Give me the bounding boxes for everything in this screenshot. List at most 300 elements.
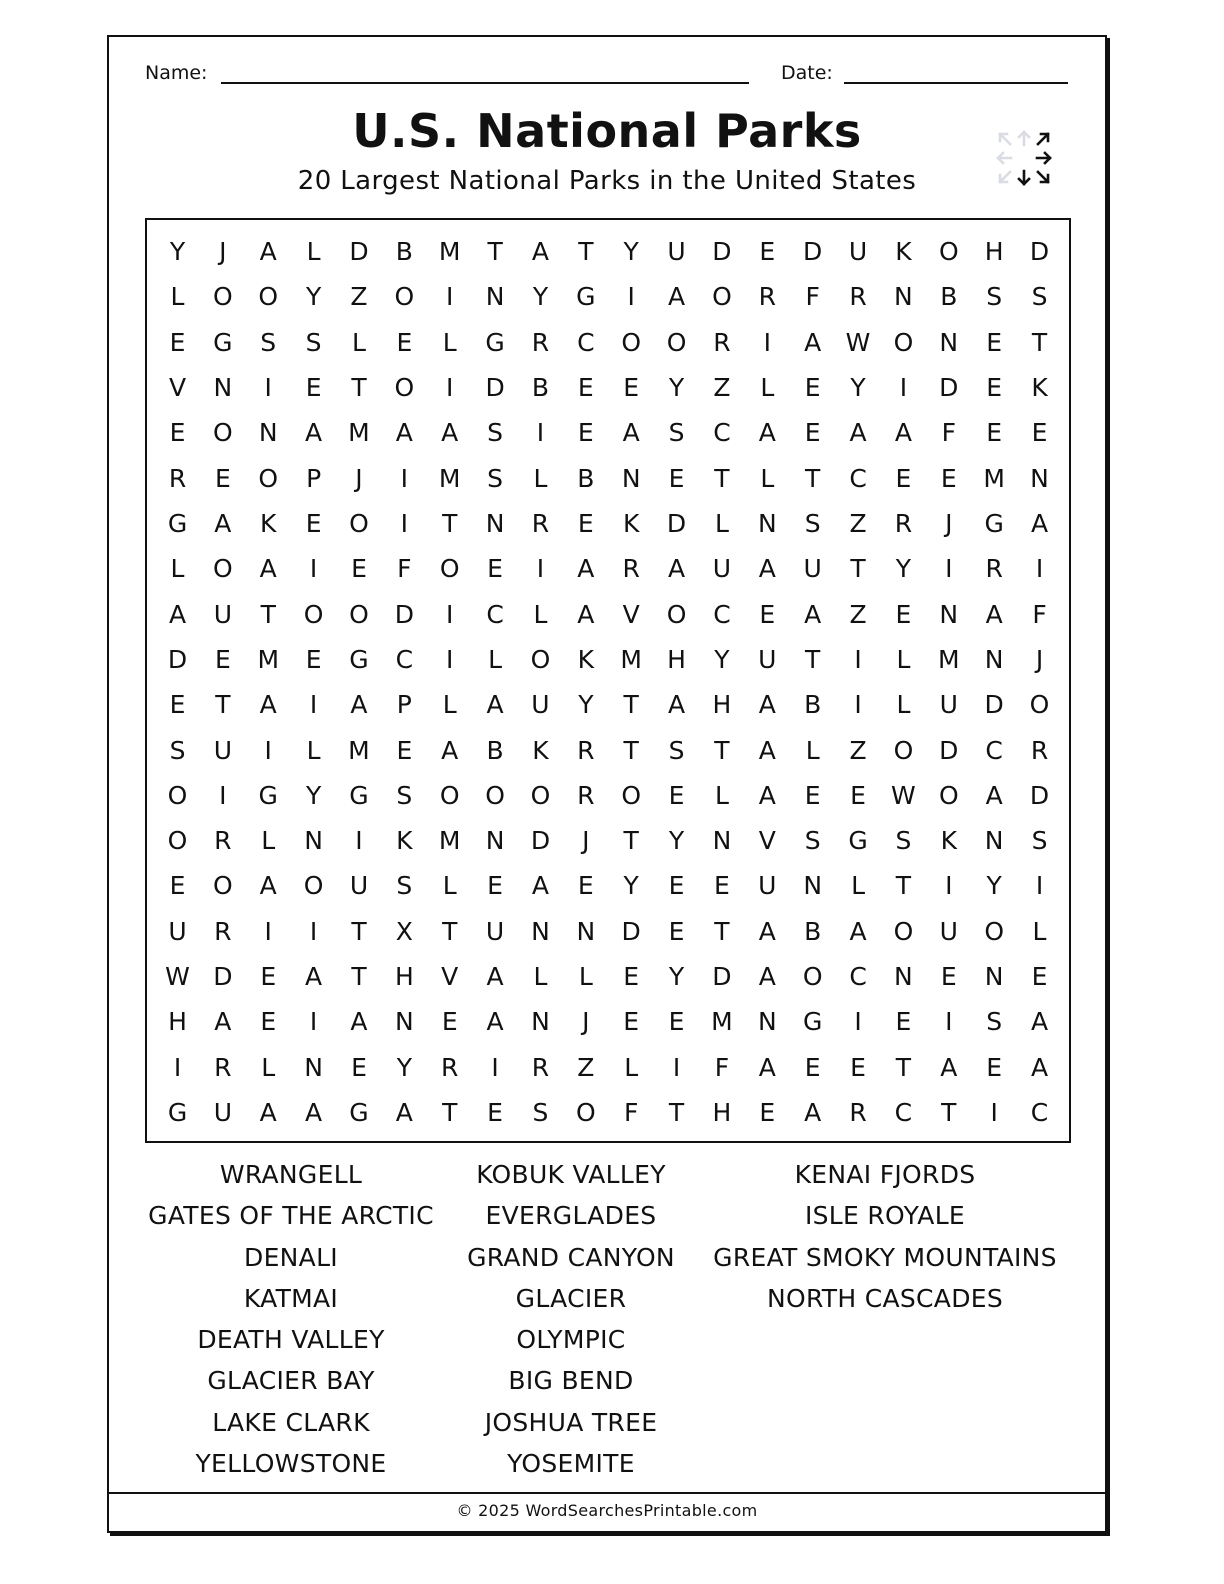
- grid-letter[interactable]: F: [623, 1098, 639, 1128]
- grid-letter[interactable]: N: [258, 418, 278, 448]
- grid-letter[interactable]: E: [169, 418, 186, 448]
- grid-letter[interactable]: T: [805, 463, 821, 493]
- grid-letter[interactable]: L: [488, 644, 503, 674]
- grid-letter[interactable]: M: [348, 735, 370, 765]
- grid-letter[interactable]: E: [487, 554, 503, 584]
- grid-letter[interactable]: O: [938, 237, 959, 266]
- grid-letter[interactable]: D: [394, 599, 414, 629]
- grid-letter[interactable]: P: [396, 690, 412, 720]
- grid-letter[interactable]: R: [531, 1052, 550, 1082]
- grid-letter[interactable]: S: [986, 282, 1003, 312]
- grid-letter[interactable]: K: [532, 735, 549, 765]
- grid-letter[interactable]: A: [395, 418, 413, 448]
- grid-letter[interactable]: N: [485, 282, 505, 312]
- grid-letter[interactable]: G: [349, 644, 369, 674]
- grid-letter[interactable]: W: [165, 962, 190, 992]
- grid-letter[interactable]: E: [850, 780, 866, 810]
- grid-letter[interactable]: O: [893, 916, 914, 946]
- grid-letter[interactable]: U: [667, 237, 686, 266]
- grid-letter[interactable]: I: [854, 644, 862, 674]
- grid-letter[interactable]: R: [849, 1098, 867, 1128]
- grid-letter[interactable]: T: [351, 916, 367, 946]
- grid-letter[interactable]: O: [167, 826, 188, 856]
- grid-letter[interactable]: A: [259, 1098, 277, 1128]
- grid-letter[interactable]: A: [622, 418, 640, 448]
- grid-letter[interactable]: I: [173, 1052, 182, 1082]
- grid-letter[interactable]: N: [757, 1007, 777, 1037]
- grid-letter[interactable]: E: [305, 644, 322, 674]
- grid-letter[interactable]: I: [309, 554, 318, 584]
- grid-letter[interactable]: E: [668, 871, 685, 901]
- grid-letter[interactable]: N: [531, 1007, 550, 1037]
- grid-letter[interactable]: A: [804, 1098, 822, 1128]
- grid-letter[interactable]: L: [442, 327, 457, 357]
- grid-letter[interactable]: I: [309, 690, 318, 720]
- grid-letter[interactable]: O: [213, 871, 233, 901]
- grid-letter[interactable]: A: [305, 1098, 323, 1128]
- grid-letter[interactable]: K: [622, 508, 640, 538]
- grid-letter[interactable]: A: [849, 916, 867, 946]
- grid-letter[interactable]: E: [895, 1007, 912, 1037]
- grid-letter[interactable]: T: [895, 1052, 912, 1082]
- grid-letter[interactable]: Z: [350, 282, 368, 312]
- grid-letter[interactable]: C: [713, 599, 731, 629]
- grid-letter[interactable]: H: [712, 690, 732, 720]
- grid-letter[interactable]: I: [854, 690, 862, 720]
- grid-letter[interactable]: I: [309, 1007, 318, 1037]
- grid-letter[interactable]: O: [984, 916, 1004, 946]
- grid-letter[interactable]: R: [168, 463, 187, 493]
- grid-letter[interactable]: G: [349, 1098, 369, 1128]
- grid-letter[interactable]: A: [758, 780, 776, 810]
- grid-letter[interactable]: O: [485, 780, 505, 810]
- grid-letter[interactable]: U: [213, 1098, 233, 1128]
- grid-letter[interactable]: L: [714, 780, 729, 810]
- grid-letter[interactable]: R: [531, 327, 550, 357]
- grid-letter[interactable]: K: [895, 237, 912, 266]
- grid-letter[interactable]: L: [896, 690, 911, 720]
- grid-letter[interactable]: F: [1032, 599, 1047, 629]
- grid-letter[interactable]: O: [621, 780, 642, 810]
- grid-letter[interactable]: M: [438, 237, 461, 266]
- grid-letter[interactable]: M: [620, 644, 642, 674]
- grid-letter[interactable]: D: [803, 237, 823, 266]
- grid-letter[interactable]: N: [304, 1052, 323, 1082]
- grid-letter[interactable]: I: [264, 735, 272, 765]
- grid-letter[interactable]: N: [531, 916, 550, 946]
- grid-letter[interactable]: L: [306, 237, 321, 266]
- grid-letter[interactable]: A: [395, 1098, 413, 1128]
- grid-letter[interactable]: O: [394, 282, 415, 312]
- grid-letter[interactable]: E: [577, 372, 594, 402]
- grid-letter[interactable]: A: [758, 690, 776, 720]
- grid-letter[interactable]: J: [582, 826, 590, 856]
- grid-letter[interactable]: S: [396, 780, 413, 810]
- grid-letter[interactable]: O: [530, 644, 551, 674]
- grid-letter[interactable]: S: [895, 826, 912, 856]
- grid-letter[interactable]: B: [804, 916, 822, 946]
- grid-letter[interactable]: E: [1031, 962, 1048, 992]
- grid-letter[interactable]: U: [531, 690, 550, 720]
- grid-letter[interactable]: I: [854, 1007, 862, 1037]
- grid-letter[interactable]: Y: [895, 554, 912, 584]
- grid-letter[interactable]: E: [305, 508, 322, 538]
- grid-letter[interactable]: E: [623, 1007, 640, 1037]
- grid-letter[interactable]: I: [264, 916, 272, 946]
- grid-letter[interactable]: E: [396, 327, 413, 357]
- grid-letter[interactable]: A: [758, 1052, 776, 1082]
- grid-letter[interactable]: V: [441, 962, 459, 992]
- grid-letter[interactable]: E: [668, 1007, 685, 1037]
- grid-letter[interactable]: R: [622, 554, 640, 584]
- grid-letter[interactable]: A: [758, 735, 776, 765]
- grid-letter[interactable]: E: [804, 780, 821, 810]
- grid-letter[interactable]: A: [531, 871, 549, 901]
- grid-letter[interactable]: R: [985, 554, 1003, 584]
- grid-letter[interactable]: T: [351, 372, 367, 402]
- grid-letter[interactable]: A: [1030, 508, 1049, 538]
- name-field[interactable]: [221, 82, 749, 84]
- grid-letter[interactable]: A: [940, 1052, 958, 1082]
- grid-letter[interactable]: Y: [169, 237, 186, 266]
- grid-letter[interactable]: O: [938, 780, 959, 810]
- grid-letter[interactable]: E: [668, 463, 685, 493]
- grid-letter[interactable]: Y: [714, 644, 730, 674]
- grid-letter[interactable]: C: [1030, 1098, 1049, 1128]
- grid-letter[interactable]: T: [714, 463, 730, 493]
- grid-letter[interactable]: I: [945, 871, 953, 901]
- grid-letter[interactable]: N: [894, 962, 913, 992]
- grid-letter[interactable]: H: [168, 1007, 187, 1037]
- grid-letter[interactable]: D: [530, 826, 551, 856]
- grid-letter[interactable]: N: [984, 644, 1004, 674]
- grid-letter[interactable]: T: [487, 237, 503, 266]
- grid-letter[interactable]: O: [712, 282, 732, 312]
- grid-letter[interactable]: A: [486, 690, 504, 720]
- grid-letter[interactable]: S: [487, 463, 504, 493]
- grid-letter[interactable]: N: [984, 962, 1004, 992]
- grid-letter[interactable]: T: [442, 916, 458, 946]
- grid-letter[interactable]: A: [668, 282, 686, 312]
- grid-letter[interactable]: E: [305, 372, 322, 402]
- grid-letter[interactable]: S: [169, 735, 186, 765]
- grid-letter[interactable]: J: [1035, 644, 1044, 674]
- grid-letter[interactable]: S: [305, 327, 322, 357]
- grid-letter[interactable]: X: [395, 916, 413, 946]
- grid-letter[interactable]: I: [400, 508, 409, 538]
- grid-letter[interactable]: Z: [577, 1052, 595, 1082]
- grid-letter[interactable]: I: [446, 599, 454, 629]
- grid-letter[interactable]: A: [804, 599, 822, 629]
- grid-letter[interactable]: E: [1031, 418, 1048, 448]
- grid-letter[interactable]: E: [169, 871, 186, 901]
- grid-letter[interactable]: O: [666, 327, 687, 357]
- grid-letter[interactable]: T: [805, 644, 821, 674]
- grid-letter[interactable]: R: [758, 282, 776, 312]
- grid-letter[interactable]: L: [261, 826, 276, 856]
- grid-letter[interactable]: N: [803, 871, 823, 901]
- grid-letter[interactable]: D: [349, 237, 369, 266]
- grid-letter[interactable]: U: [213, 735, 233, 765]
- grid-letter[interactable]: U: [349, 871, 369, 901]
- grid-letter[interactable]: O: [213, 282, 233, 312]
- grid-letter[interactable]: Y: [986, 871, 1002, 901]
- grid-letter[interactable]: T: [714, 916, 730, 946]
- grid-letter[interactable]: A: [577, 554, 595, 584]
- grid-letter[interactable]: N: [939, 599, 959, 629]
- grid-letter[interactable]: A: [758, 916, 776, 946]
- grid-letter[interactable]: K: [396, 826, 413, 856]
- grid-letter[interactable]: T: [623, 735, 639, 765]
- grid-letter[interactable]: E: [804, 1052, 821, 1082]
- grid-letter[interactable]: I: [264, 372, 272, 402]
- grid-letter[interactable]: D: [939, 372, 959, 402]
- grid-letter[interactable]: A: [985, 780, 1003, 810]
- grid-letter[interactable]: I: [945, 554, 953, 584]
- grid-letter[interactable]: L: [851, 871, 866, 901]
- grid-letter[interactable]: A: [214, 508, 232, 538]
- grid-letter[interactable]: C: [395, 644, 414, 674]
- grid-letter[interactable]: S: [804, 826, 821, 856]
- grid-letter[interactable]: B: [395, 237, 413, 266]
- grid-letter[interactable]: E: [487, 871, 503, 901]
- grid-letter[interactable]: D: [167, 644, 188, 674]
- grid-letter[interactable]: D: [984, 690, 1004, 720]
- grid-letter[interactable]: T: [668, 1098, 685, 1128]
- grid-letter[interactable]: V: [622, 599, 640, 629]
- grid-letter[interactable]: R: [849, 282, 867, 312]
- grid-letter[interactable]: W: [845, 327, 871, 357]
- grid-letter[interactable]: I: [536, 554, 545, 584]
- grid-letter[interactable]: A: [758, 554, 776, 584]
- grid-letter[interactable]: B: [804, 690, 822, 720]
- grid-letter[interactable]: O: [530, 780, 551, 810]
- grid-letter[interactable]: F: [397, 554, 412, 584]
- grid-letter[interactable]: N: [485, 508, 505, 538]
- grid-letter[interactable]: H: [394, 962, 414, 992]
- grid-letter[interactable]: C: [849, 962, 867, 992]
- grid-letter[interactable]: N: [939, 327, 959, 357]
- grid-letter[interactable]: P: [306, 463, 322, 493]
- grid-letter[interactable]: V: [168, 372, 187, 402]
- grid-letter[interactable]: I: [536, 418, 545, 448]
- grid-letter[interactable]: E: [759, 599, 776, 629]
- grid-letter[interactable]: G: [213, 327, 233, 357]
- grid-letter[interactable]: M: [348, 418, 370, 448]
- grid-letter[interactable]: L: [896, 644, 911, 674]
- grid-letter[interactable]: N: [394, 1007, 414, 1037]
- grid-letter[interactable]: M: [438, 826, 461, 856]
- grid-letter[interactable]: K: [577, 644, 595, 674]
- grid-letter[interactable]: G: [167, 1098, 188, 1128]
- grid-letter[interactable]: L: [352, 327, 366, 357]
- grid-letter[interactable]: D: [712, 962, 732, 992]
- grid-letter[interactable]: O: [621, 327, 642, 357]
- grid-letter[interactable]: A: [259, 690, 277, 720]
- grid-letter[interactable]: L: [442, 871, 457, 901]
- grid-letter[interactable]: E: [940, 463, 957, 493]
- grid-letter[interactable]: W: [891, 780, 916, 810]
- grid-letter[interactable]: G: [485, 327, 505, 357]
- grid-letter[interactable]: O: [575, 1098, 596, 1128]
- grid-letter[interactable]: M: [983, 463, 1005, 493]
- grid-letter[interactable]: Y: [396, 1052, 412, 1082]
- grid-letter[interactable]: N: [984, 826, 1004, 856]
- grid-letter[interactable]: Y: [578, 690, 594, 720]
- grid-letter[interactable]: A: [486, 962, 504, 992]
- grid-letter[interactable]: R: [577, 735, 595, 765]
- grid-letter[interactable]: U: [485, 916, 505, 946]
- grid-letter[interactable]: O: [893, 735, 914, 765]
- grid-letter[interactable]: L: [170, 282, 185, 312]
- grid-letter[interactable]: Z: [849, 735, 867, 765]
- grid-letter[interactable]: O: [1029, 690, 1050, 720]
- grid-letter[interactable]: C: [849, 463, 867, 493]
- grid-letter[interactable]: N: [576, 916, 596, 946]
- grid-letter[interactable]: A: [486, 1007, 504, 1037]
- grid-letter[interactable]: C: [985, 735, 1003, 765]
- grid-letter[interactable]: L: [170, 554, 185, 584]
- grid-letter[interactable]: T: [941, 1098, 957, 1128]
- grid-letter[interactable]: O: [439, 554, 460, 584]
- grid-letter[interactable]: I: [672, 1052, 681, 1082]
- grid-letter[interactable]: A: [849, 418, 867, 448]
- grid-letter[interactable]: E: [714, 871, 730, 901]
- grid-letter[interactable]: S: [668, 735, 685, 765]
- grid-letter[interactable]: T: [623, 826, 639, 856]
- grid-letter[interactable]: T: [215, 690, 231, 720]
- grid-letter[interactable]: E: [577, 508, 594, 538]
- grid-letter[interactable]: A: [168, 599, 187, 629]
- grid-letter[interactable]: Y: [668, 962, 685, 992]
- grid-letter[interactable]: L: [442, 690, 457, 720]
- grid-letter[interactable]: I: [990, 1098, 998, 1128]
- grid-letter[interactable]: O: [213, 418, 233, 448]
- grid-letter[interactable]: A: [305, 962, 323, 992]
- grid-letter[interactable]: I: [899, 372, 908, 402]
- grid-letter[interactable]: O: [394, 372, 415, 402]
- grid-letter[interactable]: E: [169, 690, 186, 720]
- grid-letter[interactable]: K: [1031, 372, 1048, 402]
- grid-letter[interactable]: D: [1029, 237, 1050, 266]
- grid-letter[interactable]: D: [213, 962, 233, 992]
- grid-letter[interactable]: M: [937, 644, 960, 674]
- grid-letter[interactable]: N: [894, 282, 913, 312]
- grid-letter[interactable]: D: [666, 508, 687, 538]
- grid-letter[interactable]: I: [945, 1007, 953, 1037]
- grid-letter[interactable]: O: [303, 871, 324, 901]
- grid-letter[interactable]: U: [939, 916, 958, 946]
- grid-letter[interactable]: E: [577, 871, 594, 901]
- grid-letter[interactable]: J: [219, 237, 227, 266]
- grid-letter[interactable]: S: [1031, 282, 1048, 312]
- grid-letter[interactable]: L: [261, 1052, 276, 1082]
- grid-letter[interactable]: C: [713, 418, 731, 448]
- grid-letter[interactable]: E: [759, 1098, 776, 1128]
- grid-letter[interactable]: U: [168, 916, 187, 946]
- grid-letter[interactable]: N: [1030, 463, 1049, 493]
- grid-letter[interactable]: A: [577, 599, 595, 629]
- grid-letter[interactable]: M: [711, 1007, 733, 1037]
- grid-letter[interactable]: R: [214, 1052, 232, 1082]
- grid-letter[interactable]: E: [487, 1098, 503, 1128]
- grid-letter[interactable]: L: [624, 1052, 639, 1082]
- grid-letter[interactable]: E: [986, 1052, 1003, 1082]
- grid-letter[interactable]: E: [668, 916, 685, 946]
- grid-letter[interactable]: H: [984, 237, 1004, 266]
- grid-letter[interactable]: G: [802, 1007, 823, 1037]
- grid-letter[interactable]: S: [668, 418, 685, 448]
- grid-letter[interactable]: A: [985, 599, 1003, 629]
- grid-letter[interactable]: Y: [668, 826, 685, 856]
- grid-letter[interactable]: I: [763, 327, 771, 357]
- grid-letter[interactable]: D: [485, 372, 505, 402]
- grid-letter[interactable]: V: [758, 826, 776, 856]
- grid-letter[interactable]: Y: [532, 282, 549, 312]
- grid-letter[interactable]: O: [802, 962, 823, 992]
- grid-letter[interactable]: Y: [623, 237, 639, 266]
- grid-letter[interactable]: I: [355, 826, 363, 856]
- grid-letter[interactable]: N: [304, 826, 323, 856]
- grid-letter[interactable]: T: [850, 554, 866, 584]
- grid-letter[interactable]: L: [306, 735, 321, 765]
- grid-letter[interactable]: A: [259, 237, 277, 266]
- grid-letter[interactable]: T: [1031, 327, 1048, 357]
- grid-letter[interactable]: E: [804, 418, 821, 448]
- grid-letter[interactable]: Y: [850, 372, 866, 402]
- grid-letter[interactable]: L: [533, 599, 548, 629]
- grid-letter[interactable]: L: [760, 372, 775, 402]
- grid-letter[interactable]: A: [441, 418, 459, 448]
- grid-letter[interactable]: R: [214, 916, 232, 946]
- grid-letter[interactable]: Y: [668, 372, 685, 402]
- grid-letter[interactable]: A: [668, 554, 686, 584]
- grid-letter[interactable]: I: [400, 463, 409, 493]
- grid-letter[interactable]: A: [804, 327, 822, 357]
- grid-letter[interactable]: O: [258, 463, 279, 493]
- grid-letter[interactable]: L: [578, 962, 593, 992]
- grid-letter[interactable]: N: [757, 508, 777, 538]
- grid-letter[interactable]: E: [623, 372, 640, 402]
- grid-letter[interactable]: R: [894, 508, 913, 538]
- grid-letter[interactable]: E: [214, 463, 231, 493]
- grid-letter[interactable]: L: [805, 735, 820, 765]
- grid-letter[interactable]: R: [1030, 735, 1049, 765]
- grid-letter[interactable]: E: [260, 962, 277, 992]
- grid-letter[interactable]: G: [984, 508, 1004, 538]
- grid-letter[interactable]: D: [1029, 780, 1050, 810]
- grid-letter[interactable]: K: [940, 826, 957, 856]
- grid-letter[interactable]: L: [760, 463, 775, 493]
- grid-letter[interactable]: T: [714, 735, 730, 765]
- grid-letter[interactable]: E: [214, 644, 231, 674]
- grid-letter[interactable]: T: [442, 1098, 458, 1128]
- grid-letter[interactable]: Z: [849, 508, 867, 538]
- grid-letter[interactable]: G: [349, 780, 369, 810]
- grid-letter[interactable]: T: [578, 237, 594, 266]
- grid-letter[interactable]: M: [257, 644, 280, 674]
- grid-letter[interactable]: A: [305, 418, 323, 448]
- grid-letter[interactable]: A: [894, 418, 912, 448]
- grid-letter[interactable]: C: [486, 599, 504, 629]
- grid-letter[interactable]: K: [260, 508, 277, 538]
- grid-letter[interactable]: B: [486, 735, 504, 765]
- grid-letter[interactable]: N: [621, 463, 641, 493]
- grid-letter[interactable]: N: [485, 826, 505, 856]
- grid-letter[interactable]: Y: [305, 780, 322, 810]
- grid-letter[interactable]: J: [355, 463, 363, 493]
- grid-letter[interactable]: O: [303, 599, 324, 629]
